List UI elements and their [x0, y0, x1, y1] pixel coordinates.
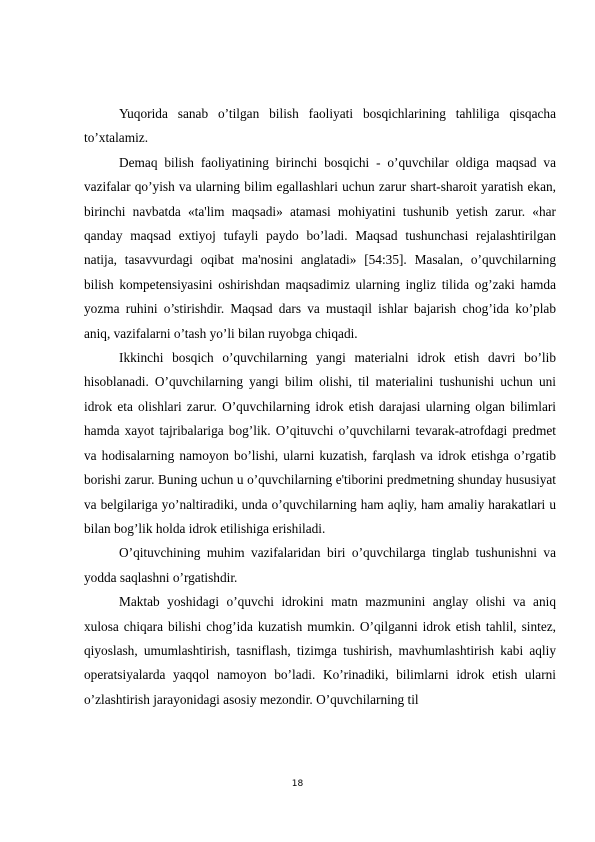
page-number: 18 [291, 779, 304, 789]
paragraph-1: Yuqorida sanab o’tilgan bilish faoliyati bosqichlarining tahliliga qisqacha to’xtalamiz. [84, 106, 556, 146]
paragraph-2: Demaq bilish faoliyatining birinchi bosqichi - o’quvchilar oldiga maqsad va vazifalar qo’yish va ularning bilim egallashlari uchun zarur shart-sharoit yaratish ekan, birinchi navbatda «ta'lim maqsadi» atamasi mohiyatini tushunib yetish zarur. «har qanday maqsad extiyoj tufayli paydo bo’ladi. Maqsad tushunchasi rejalashtirilgan natija, tasavvurdagi oqibat ma'nosini anglatadi» [54:35]. Masalan, o’quvchilarning bilish kompetensiyasini oshirishdan maqsadimiz ularning ingliz tilida og’zaki hamda yozma ruhini o’stirishdir. Maqsad dars va mustaqil ishlar bajarish chog’ida ko’plab aniq, vazifalarni o’tash yo’li bilan ruyobga chiqadi. [84, 154, 556, 341]
paragraph-5: Maktab yoshidagi o’quvchi idrokini matn mazmunini anglay olishi va aniq xulosa chiqara bilishi chog’ida kuzatish mumkin. O’qilganni idrok etish tahlil, sintez, qiyoslash, umumlashtirish, tasniflash, tizimga tushirish, mavhumlashtirish kabi aqliy operatsiyalarda yaqqol namoyon bo’ladi. Ko’rinadiki, bilimlarni idrok etish ularni o’zlashtirish jarayonidagi asosiy mezondir. O’quvchilarning til [84, 594, 556, 707]
paragraph-3: Ikkinchi bosqich o’quvchilarning yangi materialni idrok etish davri bo’lib hisoblanadi. O’quvchilarning yangi bilim olishi, til materialini tushunishi uchun uni idrok eta olishlari zarur. O’quvchilarning idrok etish darajasi ularning olgan bilimlari hamda xayot tajribalariga bog’lik. O’qituvchi o’quvchilarni tevarak-atrofdagi predmet va hodisalarning namoyon bo’lishi, ularni kuzatish, farqlash va idrok etishga o’rgatib borishi zarur. Buning uchun u o’quvchilarning e'tiborini predmetning shunday hususiyat va belgilariga yo’naltiradiki, unda o’quvchilarning ham aqliy, ham amaliy harakatlari u bilan bog’lik holda idrok etilishiga erishiladi. [84, 350, 556, 536]
paragraph-4: O’qituvchining muhim vazifalaridan biri o’quvchilarga tinglab tushunishni va yodda saqlashni o’rgatishdir. [84, 545, 556, 585]
body-text [84, 102, 556, 712]
